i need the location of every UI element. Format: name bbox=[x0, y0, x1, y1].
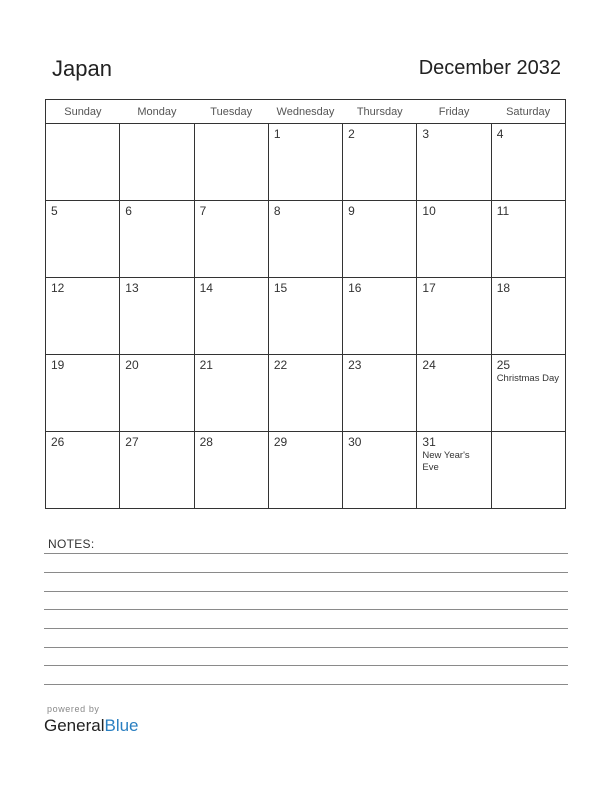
day-cell bbox=[343, 432, 417, 509]
day-number: 6 bbox=[125, 204, 132, 218]
day-cell bbox=[194, 355, 268, 432]
day-cell bbox=[417, 278, 491, 355]
weekday-tuesday: Tuesday bbox=[194, 100, 268, 124]
week-row bbox=[46, 124, 566, 201]
day-cell bbox=[194, 124, 268, 201]
day-number: 10 bbox=[422, 204, 436, 218]
week-row bbox=[46, 355, 566, 432]
notes-line bbox=[44, 665, 568, 666]
day-cell bbox=[120, 278, 194, 355]
day-cell bbox=[491, 201, 565, 278]
day-number: 30 bbox=[348, 435, 362, 449]
day-cell bbox=[46, 124, 120, 201]
weekday-saturday: Saturday bbox=[491, 100, 565, 124]
day-number: 20 bbox=[125, 358, 139, 372]
day-number: 1 bbox=[273, 127, 281, 141]
week-row bbox=[46, 432, 566, 509]
day-cell bbox=[417, 355, 491, 432]
day-number: 7 bbox=[199, 204, 207, 218]
weekday-friday: Friday bbox=[417, 100, 491, 124]
day-number: 29 bbox=[273, 435, 288, 449]
day-cell bbox=[120, 355, 194, 432]
day-cell bbox=[268, 201, 342, 278]
notes-label: NOTES: bbox=[48, 537, 95, 551]
weekday-sunday: Sunday bbox=[46, 100, 120, 124]
day-number: 18 bbox=[496, 281, 511, 295]
day-cell bbox=[491, 278, 565, 355]
weekday-monday: Monday bbox=[120, 100, 194, 124]
day-number: 27 bbox=[125, 435, 139, 449]
day-cell bbox=[268, 278, 342, 355]
brand-blue: Blue bbox=[104, 716, 139, 735]
notes-line bbox=[44, 609, 568, 610]
day-cell bbox=[46, 201, 120, 278]
day-cell bbox=[194, 432, 268, 509]
day-number: 25 bbox=[496, 358, 511, 372]
notes-line bbox=[44, 647, 568, 648]
holiday-label: New Year's Eve bbox=[422, 450, 470, 473]
day-cell bbox=[491, 124, 565, 201]
generalblue-logo bbox=[44, 716, 139, 736]
notes-line bbox=[44, 553, 568, 554]
day-cell bbox=[268, 124, 342, 201]
day-number: 28 bbox=[199, 435, 213, 449]
day-number: 31 bbox=[422, 435, 436, 449]
notes-line bbox=[44, 628, 568, 629]
day-cell bbox=[46, 278, 120, 355]
day-cell bbox=[46, 355, 120, 432]
day-cell bbox=[343, 201, 417, 278]
day-number: 5 bbox=[51, 204, 58, 218]
notes-line bbox=[44, 591, 568, 592]
weekday-header-row bbox=[46, 100, 566, 124]
day-number: 4 bbox=[496, 127, 504, 141]
day-number: 21 bbox=[199, 358, 213, 372]
day-number: 2 bbox=[348, 127, 355, 141]
day-number: 17 bbox=[422, 281, 436, 295]
day-number: 13 bbox=[125, 281, 139, 295]
day-cell-holiday bbox=[417, 432, 491, 509]
day-number: 23 bbox=[348, 358, 362, 372]
day-cell bbox=[194, 278, 268, 355]
day-cell bbox=[46, 432, 120, 509]
day-number: 26 bbox=[51, 435, 65, 449]
day-number: 9 bbox=[348, 204, 355, 218]
day-cell bbox=[343, 278, 417, 355]
day-cell bbox=[417, 124, 491, 201]
week-row bbox=[46, 201, 566, 278]
weekday-thursday: Thursday bbox=[343, 100, 417, 124]
day-cell bbox=[268, 355, 342, 432]
week-row bbox=[46, 278, 566, 355]
calendar-grid bbox=[45, 99, 566, 509]
day-number: 14 bbox=[199, 281, 213, 295]
day-number: 15 bbox=[273, 281, 288, 295]
day-cell bbox=[194, 201, 268, 278]
day-number: 11 bbox=[496, 204, 510, 218]
notes-line bbox=[44, 572, 568, 573]
brand-general: General bbox=[44, 716, 105, 735]
day-number: 16 bbox=[348, 281, 362, 295]
country-title: Japan bbox=[52, 56, 112, 81]
day-cell bbox=[120, 432, 194, 509]
holiday-label: Christmas Day bbox=[496, 373, 559, 384]
day-cell bbox=[120, 124, 194, 201]
day-number: 3 bbox=[422, 127, 430, 141]
day-cell bbox=[120, 201, 194, 278]
day-cell bbox=[268, 432, 342, 509]
day-cell bbox=[491, 432, 565, 509]
month-title: December 2032 bbox=[418, 57, 561, 79]
day-number: 19 bbox=[51, 358, 65, 372]
powered-by-text: powered by bbox=[47, 704, 100, 714]
day-number: 8 bbox=[273, 204, 281, 218]
day-number: 22 bbox=[273, 358, 288, 372]
day-cell-holiday bbox=[491, 355, 565, 432]
day-cell bbox=[343, 355, 417, 432]
day-cell bbox=[343, 124, 417, 201]
day-number: 24 bbox=[422, 358, 436, 372]
day-number: 12 bbox=[51, 281, 65, 295]
notes-line bbox=[44, 684, 568, 685]
weekday-wednesday: Wednesday bbox=[268, 100, 342, 124]
day-cell bbox=[417, 201, 491, 278]
